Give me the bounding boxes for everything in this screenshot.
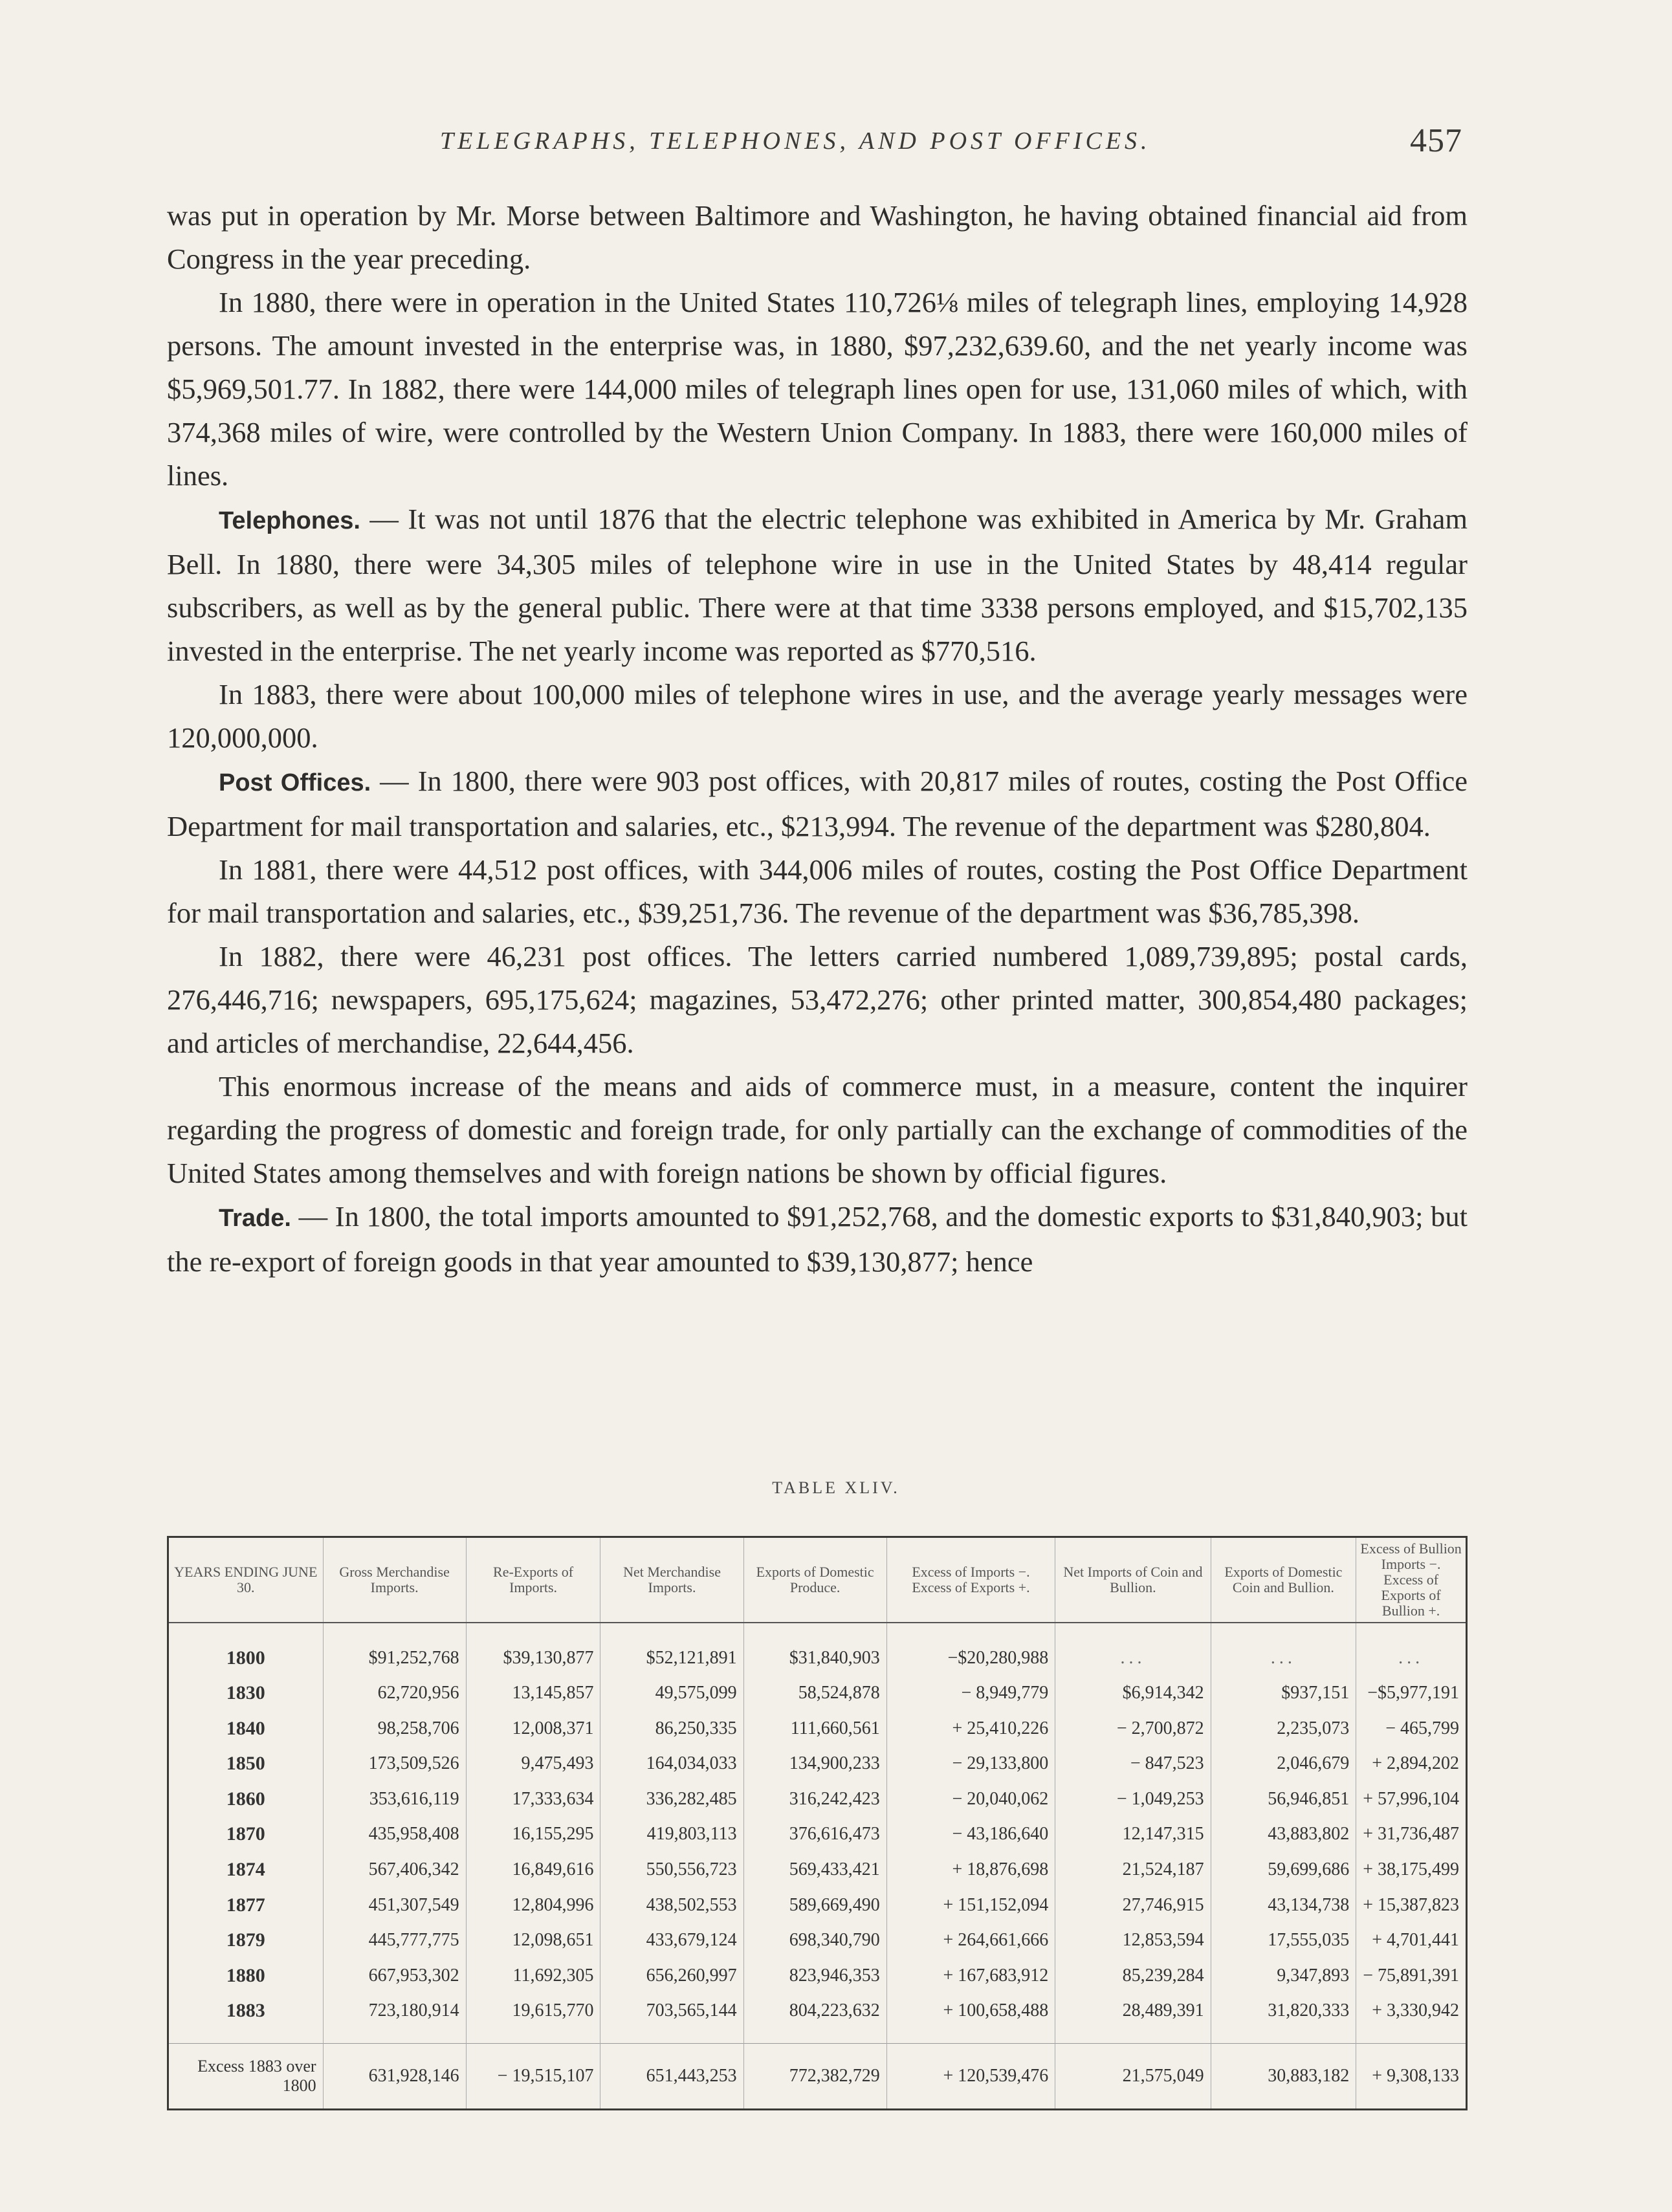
spacer-cell — [1356, 1623, 1466, 1640]
table-cell: − 20,040,062 — [886, 1782, 1055, 1817]
column-header: Net Imports of Coin and Bullion. — [1055, 1538, 1211, 1623]
paragraph: In 1880, there were in operation in the United States 110,726⅛ miles of telegraph lines, employing 14,928 persons. The amount invested in the enterprise was, in 1880, $97,232,639.60, and the net yearly income was $5,969,501.77. In 1882, there were 144,000 miles of telegraph lines open for use, 131,060 miles of which, with 374,368 miles of wire, were controlled by the Western Union Company. In 1883, there were 160,000 miles of lines. — [167, 286, 1468, 492]
column-header: Excess of Imports −. Excess of Exports +. — [886, 1538, 1055, 1623]
paragraph: was put in operation by Mr. Morse between Baltimore and Washington, he having obtained financial aid from Congress in the year preceding. — [167, 199, 1468, 275]
body-text — [167, 194, 1468, 1284]
column-header: Net Merchandise Imports. — [600, 1538, 743, 1623]
paragraph-text: — In 1800, there were 903 post offices, with 20,817 miles of routes, costing the Post Office Department for mail transportation and salaries, etc., $213,994. The revenue of the department was $280,804. — [167, 765, 1468, 842]
table-cell: + 38,175,499 — [1363, 1859, 1459, 1880]
table-row — [169, 1887, 1466, 1923]
table-cell: − 8,949,779 — [886, 1676, 1055, 1711]
column-header: Exports of Domestic Coin and Bullion. — [1211, 1538, 1356, 1623]
spacer-cell — [466, 2029, 600, 2043]
table-cell: 59,699,686 — [1211, 1852, 1356, 1888]
table-cell: + 57,996,104 — [1363, 1788, 1459, 1809]
excess-cell: − 19,515,107 — [466, 2043, 600, 2108]
spacer-cell — [466, 1623, 600, 1640]
spacer-cell — [743, 2029, 886, 2043]
table-cell: − 43,186,640 — [886, 1817, 1055, 1852]
spacer-cell — [600, 1623, 743, 1640]
page-number: 457 — [1410, 122, 1462, 159]
table-cell: −$20,280,988 — [886, 1640, 1055, 1676]
table-cell: 43,134,738 — [1211, 1887, 1356, 1923]
excess-cell: 772,382,729 — [743, 2043, 886, 2108]
table-row — [169, 1711, 1466, 1746]
column-header: Excess of Bullion Imports −. Excess of Exports of Bullion +. — [1356, 1538, 1466, 1623]
table-cell: 111,660,561 — [743, 1711, 886, 1746]
spacer-cell — [323, 1623, 466, 1640]
table-cell: − 1,049,253 — [1055, 1782, 1211, 1817]
column-header: Gross Merchandise Imports. — [323, 1538, 466, 1623]
year-cell: 1879 — [169, 1923, 323, 1958]
table-row — [169, 1676, 1466, 1711]
table-cell: 804,223,632 — [743, 1993, 886, 2029]
table-cell: + 15,387,823 — [1363, 1894, 1459, 1915]
table-cell: 336,282,485 — [600, 1782, 743, 1817]
table-cell: 49,575,099 — [600, 1676, 743, 1711]
section-heading: Trade. — [219, 1205, 291, 1232]
paragraph-text: — In 1800, the total imports amounted to $91,252,768, and the domestic exports to $31,840,903; but the re-export of foreign goods in that year amounted to $39,130,877; hence — [167, 1200, 1468, 1278]
spacer-row — [169, 2029, 1466, 2043]
table-cell: + 3,330,942 — [1372, 2000, 1459, 2021]
spacer-cell — [600, 2029, 743, 2043]
year-cell: 1880 — [169, 1958, 323, 1993]
table-cell: 173,509,526 — [323, 1746, 466, 1782]
table-cell: + 100,658,488 — [886, 1993, 1055, 2029]
paragraph — [167, 1195, 1468, 1284]
table-cell: 451,307,549 — [323, 1887, 466, 1923]
spacer-cell — [169, 1623, 323, 1640]
table-row — [169, 1746, 1466, 1782]
spacer-cell — [169, 2029, 323, 2043]
table-cell: + 264,661,666 — [886, 1923, 1055, 1958]
table-cell: 62,720,956 — [323, 1676, 466, 1711]
table-cell: 58,524,878 — [743, 1676, 886, 1711]
table-cell: 9,475,493 — [466, 1746, 600, 1782]
table-cell: 164,034,033 — [600, 1746, 743, 1782]
spacer-cell — [1055, 1623, 1211, 1640]
table-cell: − 2,700,872 — [1055, 1711, 1211, 1746]
table-cell: − 75,891,391 — [1363, 1965, 1459, 1986]
trade-table — [167, 1536, 1468, 2110]
spacer-cell — [1356, 2029, 1466, 2043]
table-cell: $31,840,903 — [743, 1640, 886, 1676]
table-cell: 17,555,035 — [1211, 1923, 1356, 1958]
column-header: YEARS ENDING JUNE 30. — [169, 1538, 323, 1623]
table-row — [169, 1852, 1466, 1888]
paragraph-text: — It was not until 1876 that the electric telephone was exhibited in America by Mr. Graham Bell. In 1880, there were 34,305 miles of telephone wire in use in the United States by 48,414 regular subscribers, as well as by the general public. There were at that time 3338 persons employed, and $15,702,135 invested in the enterprise. The net yearly income was reported as $770,516. — [167, 503, 1468, 667]
table-cell: 433,679,124 — [600, 1923, 743, 1958]
paragraph: In 1881, there were 44,512 post offices, with 344,006 miles of routes, costing the Post Office Department for mail transportation and salaries, etc., $39,251,736. The revenue of the department was $36,785,398. — [167, 853, 1468, 929]
table-cell: 353,616,119 — [323, 1782, 466, 1817]
table-cell: 550,556,723 — [600, 1852, 743, 1888]
table-cell: ... — [1398, 1647, 1424, 1668]
table-cell: 12,098,651 — [466, 1923, 600, 1958]
excess-row — [169, 2043, 1466, 2108]
table-cell: 667,953,302 — [323, 1958, 466, 1993]
table-cell: 435,958,408 — [323, 1817, 466, 1852]
table-row — [169, 1782, 1466, 1817]
table-cell: 9,347,893 — [1211, 1958, 1356, 1993]
running-title: TELEGRAPHS, TELEPHONES, AND POST OFFICES. — [440, 127, 1151, 155]
table-row — [169, 1993, 1466, 2029]
table-cell: 723,180,914 — [323, 1993, 466, 2029]
table-cell: $6,914,342 — [1055, 1676, 1211, 1711]
table-header-row — [169, 1538, 1466, 1623]
table-cell: 376,616,473 — [743, 1817, 886, 1852]
column-header: Re-Exports of Imports. — [466, 1538, 600, 1623]
excess-cell: 631,928,146 — [323, 2043, 466, 2108]
table-cell: + 25,410,226 — [886, 1711, 1055, 1746]
spacer-cell — [1211, 2029, 1356, 2043]
table-cell: 19,615,770 — [466, 1993, 600, 2029]
table-cell: 698,340,790 — [743, 1923, 886, 1958]
table-cell: 21,524,187 — [1055, 1852, 1211, 1888]
excess-cell: + 9,308,133 — [1356, 2043, 1466, 2108]
table-cell: $39,130,877 — [466, 1640, 600, 1676]
year-cell: 1877 — [169, 1887, 323, 1923]
trade-table-grid — [169, 1538, 1466, 2108]
spacer-cell — [323, 2029, 466, 2043]
table-cell: + 167,683,912 — [886, 1958, 1055, 1993]
year-cell: 1874 — [169, 1852, 323, 1888]
table-cell: 27,746,915 — [1055, 1887, 1211, 1923]
table-cell: 28,489,391 — [1055, 1993, 1211, 2029]
spacer-cell — [886, 2029, 1055, 2043]
table-cell: 703,565,144 — [600, 1993, 743, 2029]
year-cell: 1883 — [169, 1993, 323, 2029]
paragraph: This enormous increase of the means and aids of commerce must, in a measure, content the inquirer regarding the progress of domestic and foreign trade, for only partially can the exchange of commodities of the United States among themselves and with foreign nations be shown by official figures. — [167, 1070, 1468, 1189]
year-cell: 1850 — [169, 1746, 323, 1782]
table-cell: 11,692,305 — [466, 1958, 600, 1993]
table-row — [169, 1923, 1466, 1958]
table-cell: 12,804,996 — [466, 1887, 600, 1923]
table-cell: $52,121,891 — [600, 1640, 743, 1676]
table-cell: −$5,977,191 — [1367, 1683, 1459, 1703]
table-cell: − 847,523 — [1055, 1746, 1211, 1782]
table-cell: 2,046,679 — [1211, 1746, 1356, 1782]
table-cell: 438,502,553 — [600, 1887, 743, 1923]
table-cell: 16,155,295 — [466, 1817, 600, 1852]
spacer-cell — [886, 1623, 1055, 1640]
table-cell: + 31,736,487 — [1363, 1824, 1459, 1845]
section-heading: Telephones. — [219, 507, 360, 534]
table-cell: 589,669,490 — [743, 1887, 886, 1923]
table-cell: + 18,876,698 — [886, 1852, 1055, 1888]
table-cell: + 2,894,202 — [1372, 1753, 1459, 1774]
table-cell: + 151,152,094 — [886, 1887, 1055, 1923]
spacer-row — [169, 1623, 1466, 1640]
table-cell: − 29,133,800 — [886, 1746, 1055, 1782]
table-cell: 17,333,634 — [466, 1782, 600, 1817]
table-cell: ... — [1055, 1640, 1211, 1676]
table-cell: ... — [1211, 1640, 1356, 1676]
paragraph: In 1883, there were about 100,000 miles of telephone wires in use, and the average yearly messages were 120,000,000. — [167, 678, 1468, 754]
table-cell: $937,151 — [1211, 1676, 1356, 1711]
table-cell: 445,777,775 — [323, 1923, 466, 1958]
table-cell: 567,406,342 — [323, 1852, 466, 1888]
spacer-cell — [1211, 1623, 1356, 1640]
table-cell: 13,145,857 — [466, 1676, 600, 1711]
year-cell: 1860 — [169, 1782, 323, 1817]
section-heading: Post Offices. — [219, 769, 371, 796]
table-cell: 12,147,315 — [1055, 1817, 1211, 1852]
table-cell: 316,242,423 — [743, 1782, 886, 1817]
excess-label: Excess 1883 over 1800 — [169, 2043, 323, 2108]
table-cell: 419,803,113 — [600, 1817, 743, 1852]
table-cell: 56,946,851 — [1211, 1782, 1356, 1817]
table-cell: 12,008,371 — [466, 1711, 600, 1746]
year-cell: 1830 — [169, 1676, 323, 1711]
year-cell: 1800 — [169, 1640, 323, 1676]
table-cell: 16,849,616 — [466, 1852, 600, 1888]
table-body — [169, 1623, 1466, 2108]
spacer-cell — [1055, 2029, 1211, 2043]
year-cell: 1870 — [169, 1817, 323, 1852]
excess-cell: 21,575,049 — [1055, 2043, 1211, 2108]
excess-cell: 651,443,253 — [600, 2043, 743, 2108]
table-cell: 823,946,353 — [743, 1958, 886, 1993]
paragraph — [167, 760, 1468, 848]
table-cell: 569,433,421 — [743, 1852, 886, 1888]
paragraph — [167, 498, 1468, 673]
table-cell: 98,258,706 — [323, 1711, 466, 1746]
column-header: Exports of Domestic Produce. — [743, 1538, 886, 1623]
table-cell: $91,252,768 — [323, 1640, 466, 1676]
table-cell: − 465,799 — [1385, 1718, 1459, 1738]
table-row — [169, 1817, 1466, 1852]
excess-cell: 30,883,182 — [1211, 2043, 1356, 2108]
spacer-cell — [743, 1623, 886, 1640]
table-row — [169, 1640, 1466, 1676]
paragraph: In 1882, there were 46,231 post offices. The letters carried numbered 1,089,739,895; postal cards, 276,446,716; newspapers, 695,175,624; magazines, 53,472,276; other printed matter, 300,854,480 packages; and articles of merchandise, 22,644,456. — [167, 940, 1468, 1059]
table-cell: 656,260,997 — [600, 1958, 743, 1993]
excess-cell: + 120,539,476 — [886, 2043, 1055, 2108]
table-cell: 85,239,284 — [1055, 1958, 1211, 1993]
table-cell: 134,900,233 — [743, 1746, 886, 1782]
table-cell: 43,883,802 — [1211, 1817, 1356, 1852]
table-cell: 31,820,333 — [1211, 1993, 1356, 2029]
table-cell: 86,250,335 — [600, 1711, 743, 1746]
table-title: TABLE XLIV. — [772, 1478, 900, 1497]
table-cell: + 4,701,441 — [1372, 1930, 1459, 1951]
year-cell: 1840 — [169, 1711, 323, 1746]
table-cell: 12,853,594 — [1055, 1923, 1211, 1958]
table-row — [169, 1958, 1466, 1993]
table-cell: 2,235,073 — [1211, 1711, 1356, 1746]
page-header — [440, 122, 1462, 172]
